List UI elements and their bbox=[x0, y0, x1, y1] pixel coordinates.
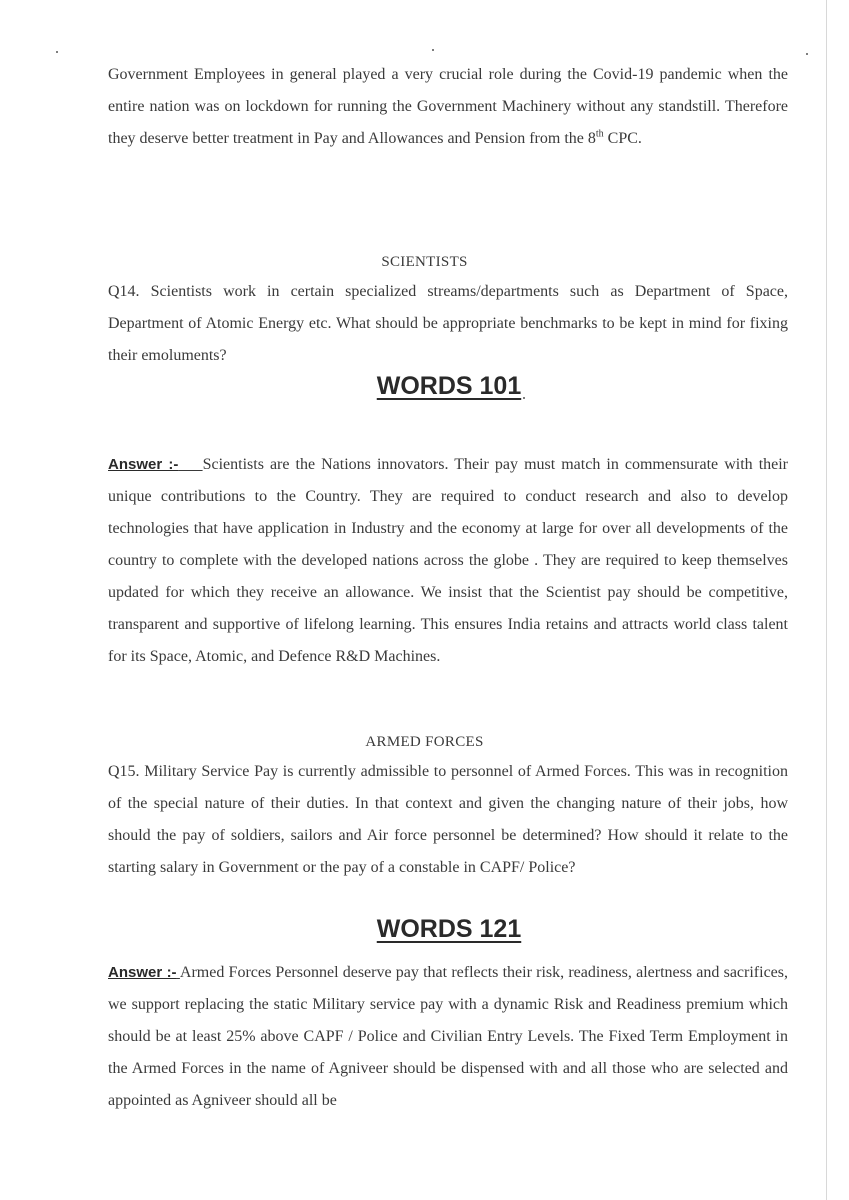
intro-paragraph: Government Employees in general played a very crucial role during the Covid-19 pandemic when the entire nation was on lockdown for running the Government Machinery without any standstill. Therefore they deserve better treatment in Pay and Allowances and Pension from the 8th CPC. bbox=[108, 66, 788, 147]
answer-q15 bbox=[108, 957, 788, 1117]
word-count-heading: WORDS 101 bbox=[376, 372, 522, 400]
answer-q14 bbox=[108, 449, 788, 673]
answer-text: Armed Forces Personnel deserve pay that reflects their risk, readiness, alertness and sacrifices, we support replacing the static Military service pay with a dynamic Risk and Readiness premium which should be at least 25% above CAPF / Police and Civilian Entry Levels. The Fixed Term Employment in the Armed Forces in the name of Agniveer should be dispensed with and all those who are selected and appointed as Agniveer should all be bbox=[108, 964, 789, 1109]
answer-text: Scientists are the Nations innovators. Their pay must match in commensurate with their unique contributions to the Country. They are required to conduct research and also to develop technologies that have application in Industry and the economy at large for over all developments of the country to complete with the developed nations across the globe . They are required to keep themselves updated for which they receive an allowance. We insist that the Scientist pay should be competitive, transparent and supportive of lifelong learning. This ensures India retains and attracts world class talent for its Space, Atomic, and Defence R&D Machines. bbox=[108, 456, 789, 665]
ordinal-superscript: th bbox=[595, 128, 604, 140]
page-edge-line bbox=[826, 0, 827, 1200]
answer-label: Answer :- bbox=[108, 964, 177, 981]
question-q14: Q14. Scientists work in certain specialized streams/departments such as Department of Space, Department of Atomic Energy etc. What should be appropriate benchmarks to be kept in mind for fixing their emoluments? bbox=[108, 283, 788, 364]
section-heading-scientists: SCIENTISTS bbox=[381, 254, 468, 270]
question-q15: Q15. Military Service Pay is currently admissible to personnel of Armed Forces. This was in recognition of the special nature of their duties. In that context and given the changing nature of their jobs, how should the pay of soldiers, sailors and Air force personnel be determined? How should it relate to the starting salary in Government or the pay of a constable in CAPF/ Police? bbox=[108, 763, 788, 876]
scan-speck bbox=[806, 53, 808, 55]
word-count-heading: WORDS 121 bbox=[376, 915, 522, 943]
section-heading-armed-forces: ARMED FORCES bbox=[365, 734, 484, 750]
answer-label: Answer :- bbox=[108, 456, 179, 473]
scan-speck bbox=[56, 51, 58, 53]
scan-speck bbox=[432, 49, 434, 51]
